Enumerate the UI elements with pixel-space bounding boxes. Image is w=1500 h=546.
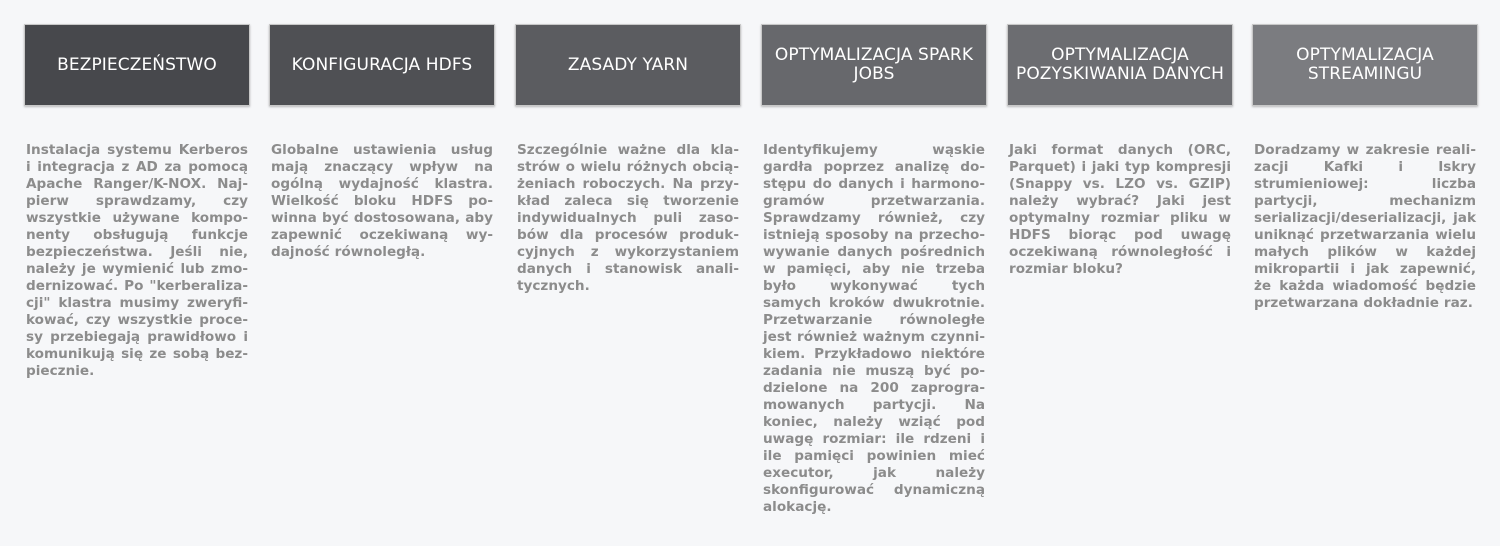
- column-title: KONFIGURACJA HDFS: [291, 54, 473, 75]
- column-title: OPTYMALIZACJA POZYSKIWANIA DANYCH: [1015, 45, 1225, 84]
- column-description: Instalacja systemu Kerberos i integracja z AD za pomocą Apache Ranger/K-NOX. Najpierw sprawdzamy, czy wszystkie używane komponenty obsługują funkcje bezpieczeństwa. Jeśli nie, należy je wymienić lub zmodernizować. Po "kerberalizacji" klastra musimy zweryfikować, czy wszystkie procesy przebiegają prawidłowo i komunikują się ze sobą bezpiecznie.: [26, 142, 248, 379]
- column-title: OPTYMALIZACJA STREAMINGU: [1296, 45, 1434, 84]
- column-streaming: [1252, 24, 1478, 312]
- column-title: BEZPIECZEŃSTWO: [57, 54, 217, 75]
- column-hdfs-config: [269, 24, 495, 261]
- column-title: OPTYMALIZACJA SPARK JOBS: [774, 45, 974, 84]
- column-yarn-rules: [515, 24, 741, 295]
- column-spark-jobs: [761, 24, 987, 516]
- column-description: Globalne ustawienia usług mają znaczący wpływ na ogólną wydajność klastra. Wielkość bloku HDFS powinna być dostosowana, aby zapewnić oczekiwaną wydajność równoległą.: [271, 142, 493, 260]
- column-header-hdfs-config: [269, 24, 495, 106]
- column-header-data-ingestion: [1007, 24, 1233, 106]
- column-description: Identyfikujemy wąskie gardła poprzez analizę dostępu do danych i harmonogramów przetwarzania. Sprawdzamy również, czy istnieją sposoby na przechowywanie danych pośrednich w pamięci, aby nie trzeba było wykonywać tych samych kroków dwukrotnie. Przetwarzanie równoległe jest również ważnym czynnikiem. Przykładowo niektóre zadania nie muszą być podzielone na 200 zaprogramowanych partycji. Na koniec, należy wziąć pod uwagę rozmiar: ile rdzeni i ile pamięci powinien mieć executor, jak należy skonfigurować dynamiczną alokację.: [763, 142, 985, 515]
- column-description: Doradzamy w zakresie realizacji Kafki i Iskry strumieniowej: liczba partycji, mechanizm serializacji/deserializacji, jak uniknąć przetwarzania wielu małych plików w każdej mikropartii i jak zapewnić, że każda wiadomość będzie przetwarzana dokładnie raz.: [1254, 142, 1476, 311]
- column-header-streaming: [1252, 24, 1478, 106]
- column-security: [24, 24, 250, 380]
- column-description: Jaki format danych (ORC, Parquet) i jaki typ kompresji (Snappy vs. LZO vs. GZIP) należy wybrać? Jaki jest optymalny rozmiar pliku w HDFS biorąc pod uwagę oczekiwaną równoległość i rozmiar bloku?: [1009, 142, 1231, 277]
- column-header-security: [24, 24, 250, 106]
- column-header-yarn-rules: [515, 24, 741, 106]
- column-title: ZASADY YARN: [567, 54, 689, 75]
- column-data-ingestion: [1007, 24, 1233, 278]
- column-description: Szczególnie ważne dla klastrów o wielu różnych obciążeniach roboczych. Na przykład zaleca się tworzenie indywidualnych puli zasobów dla procesów produkcyjnych z wykorzystaniem danych i stanowisk analitycznych.: [517, 142, 739, 294]
- column-header-spark-jobs: [761, 24, 987, 106]
